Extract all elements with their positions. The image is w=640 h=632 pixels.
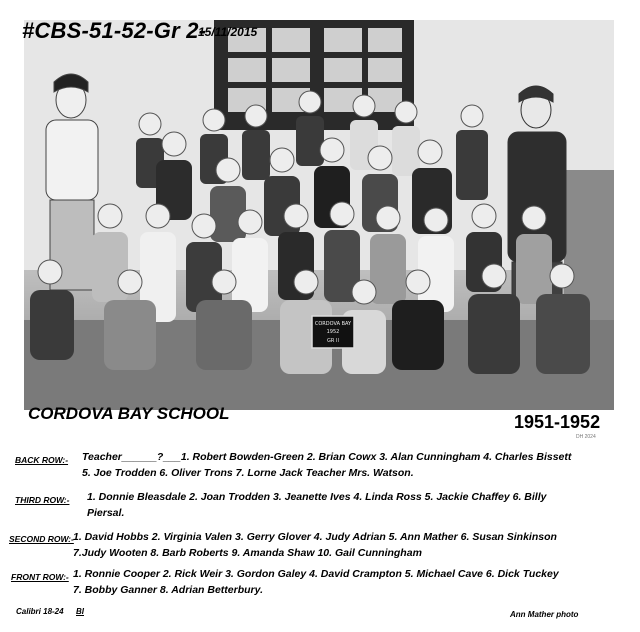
photo-reference-date: 15/11/2015 [198, 25, 258, 39]
small-credit: DH 2024 [576, 434, 596, 440]
third-row-line-1: 1. Donnie Bleasdale 2. Joan Trodden 3. Jeanette Ives 4. Linda Ross 5. Jackie Chaffey 6. Billy [87, 491, 547, 503]
back-row-names [82, 449, 571, 481]
class-photograph [24, 20, 614, 410]
front-row-names [73, 566, 559, 598]
chalkboard-line: GR II [327, 338, 339, 344]
back-row-label: BACK ROW:- [15, 455, 69, 465]
school-name: CORDOVA BAY SCHOOL [28, 404, 230, 423]
second-row-label: SECOND ROW:- [9, 534, 74, 544]
font-note: Calibri 18-24 [16, 607, 64, 616]
class-photograph-illustration [24, 20, 614, 410]
second-row-line-1: 1. David Hobbs 2. Virginia Valen 3. Gerry Glover 4. Judy Adrian 5. Ann Mather 6. Susan Sinkinson [73, 531, 557, 543]
chalkboard-line: 1952 [326, 329, 340, 335]
school-years: 1951-1952 [514, 412, 601, 432]
back-row-line-1: Teacher______?___1. Robert Bowden-Green 2. Brian Cowx 3. Alan Cunningham 4. Charles Bissett [82, 451, 572, 463]
front-row-line-1: 1. Ronnie Cooper 2. Rick Weir 3. Gordon Galey 4. David Crampton 5. Michael Cave 6. Dick Tuckey [73, 568, 559, 580]
chalkboard-line: CORDOVA BAY [314, 321, 352, 327]
photographer-credit: Ann Mather photo [510, 610, 579, 619]
third-row-names [87, 489, 546, 521]
second-row-line-2: 7.Judy Wooten 8. Barb Roberts 9. Amanda Shaw 10. Gail Cunningham [73, 547, 422, 559]
third-row-label: THIRD ROW:- [15, 495, 70, 505]
bi-note: BI [76, 607, 84, 616]
back-row-line-2: 5. Joe Trodden 6. Oliver Trons 7. Lorne Jack Teacher Mrs. Watson. [82, 467, 414, 479]
second-row-names [73, 529, 557, 561]
third-row-line-2: Piersal. [87, 507, 125, 519]
photo-reference-code: #CBS-51-52-Gr 2- [22, 18, 207, 43]
front-row-label: FRONT ROW:- [11, 572, 69, 582]
front-row-line-2: 7. Bobby Ganner 8. Adrian Betterbury. [73, 584, 264, 596]
